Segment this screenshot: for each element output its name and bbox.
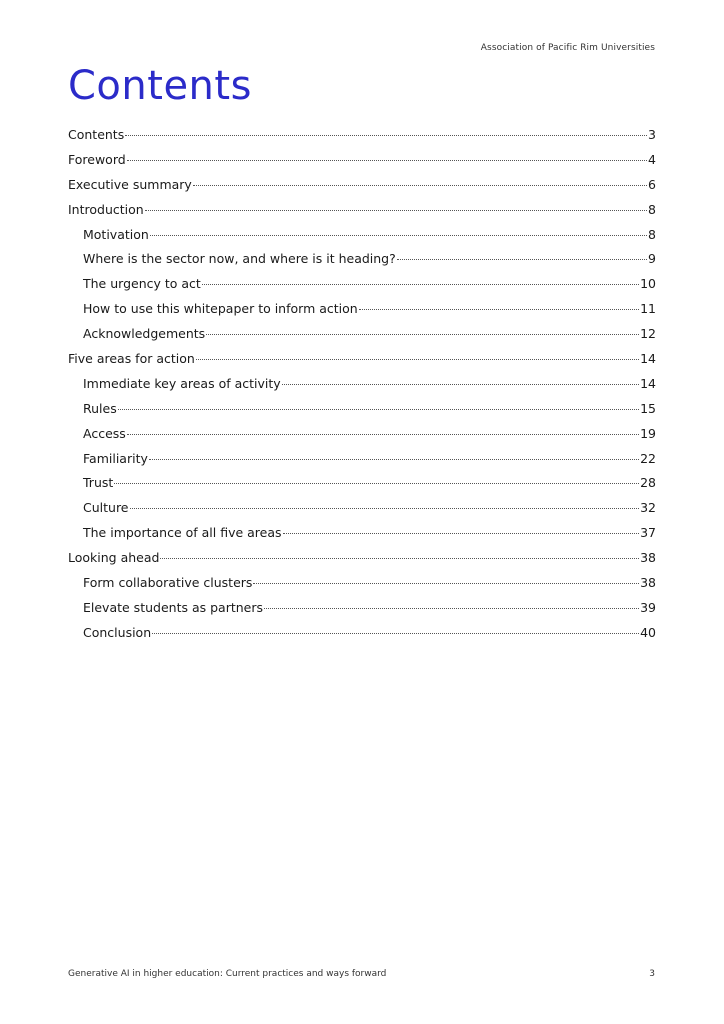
- toc-dot-leader: [150, 235, 647, 236]
- toc-dot-leader: [264, 608, 639, 609]
- toc-entry-page: 14: [640, 351, 656, 367]
- toc-entry-label: How to use this whitepaper to inform action: [83, 301, 358, 317]
- toc-entry-page: 28: [640, 475, 656, 491]
- toc-entry-page: 8: [648, 226, 656, 242]
- toc-entry-page: 38: [640, 550, 656, 566]
- toc-dot-leader: [160, 558, 639, 559]
- toc-entry-page: 40: [640, 624, 656, 640]
- toc-entry-page: 10: [640, 276, 656, 292]
- toc-entry-label: Where is the sector now, and where is it heading?: [83, 251, 396, 267]
- toc-entry[interactable]: [68, 625, 656, 650]
- toc-entry-label: Introduction: [68, 201, 144, 217]
- toc-dot-leader: [193, 185, 647, 186]
- toc-entry[interactable]: [68, 276, 656, 301]
- toc-entry-label: Trust: [83, 475, 114, 491]
- footer-page-number: 3: [649, 969, 655, 979]
- toc-entry[interactable]: [68, 202, 656, 227]
- toc-entry-page: 8: [648, 201, 656, 217]
- toc-entry[interactable]: [68, 451, 656, 476]
- running-header: Association of Pacific Rim Universities: [480, 43, 655, 53]
- table-of-contents: [68, 127, 656, 650]
- toc-dot-leader: [253, 583, 639, 584]
- toc-entry-label: Conclusion: [83, 624, 152, 640]
- toc-dot-leader: [145, 210, 647, 211]
- toc-entry-page: 14: [640, 375, 656, 391]
- toc-entry-page: 4: [648, 151, 656, 167]
- toc-dot-leader: [118, 409, 639, 410]
- toc-entry-label: Looking ahead: [68, 550, 160, 566]
- toc-entry-label: Familiarity: [83, 450, 148, 466]
- toc-entry-label: Five areas for action: [68, 351, 195, 367]
- toc-entry[interactable]: [68, 426, 656, 451]
- toc-entry-page: 38: [640, 575, 656, 591]
- toc-entry-label: Immediate key areas of activity: [83, 375, 281, 391]
- toc-entry-page: 15: [640, 400, 656, 416]
- toc-entry-label: Form collaborative clusters: [83, 575, 253, 591]
- toc-entry[interactable]: [68, 351, 656, 376]
- toc-dot-leader: [127, 160, 647, 161]
- toc-entry-label: Contents: [68, 127, 125, 142]
- toc-entry-label: Culture: [83, 500, 129, 516]
- toc-dot-leader: [206, 334, 639, 335]
- toc-dot-leader: [196, 359, 639, 360]
- toc-entry[interactable]: [68, 326, 656, 351]
- toc-entry[interactable]: [68, 376, 656, 401]
- toc-dot-leader: [202, 284, 639, 285]
- toc-dot-leader: [359, 309, 639, 310]
- toc-entry-label: Elevate students as partners: [83, 599, 263, 615]
- toc-entry-page: 22: [640, 450, 656, 466]
- toc-dot-leader: [114, 483, 639, 484]
- toc-entry[interactable]: [68, 251, 656, 276]
- toc-entry[interactable]: [68, 227, 656, 252]
- toc-dot-leader: [127, 434, 639, 435]
- page-title: Contents: [68, 63, 252, 109]
- toc-dot-leader: [125, 135, 647, 136]
- toc-entry-label: Motivation: [83, 226, 149, 242]
- toc-dot-leader: [397, 259, 647, 260]
- toc-entry[interactable]: [68, 475, 656, 500]
- toc-entry[interactable]: [68, 177, 656, 202]
- toc-entry-label: Rules: [83, 400, 117, 416]
- toc-entry[interactable]: [68, 500, 656, 525]
- toc-entry-page: 32: [640, 500, 656, 516]
- toc-entry-label: The urgency to act: [83, 276, 201, 292]
- toc-dot-leader: [130, 508, 640, 509]
- toc-entry-page: 11: [640, 301, 656, 317]
- toc-entry-page: 3: [648, 127, 656, 142]
- toc-entry-page: 19: [640, 425, 656, 441]
- toc-entry[interactable]: [68, 127, 656, 152]
- toc-entry-page: 39: [640, 599, 656, 615]
- toc-entry-label: Acknowledgements: [83, 326, 206, 342]
- toc-entry-page: 12: [640, 326, 656, 342]
- toc-entry-label: Foreword: [68, 151, 126, 167]
- toc-dot-leader: [283, 533, 640, 534]
- toc-entry-label: Executive summary: [68, 176, 192, 192]
- footer-title: Generative AI in higher education: Current practices and ways forward: [68, 969, 387, 979]
- toc-entry[interactable]: [68, 301, 656, 326]
- toc-entry-page: 9: [648, 251, 656, 267]
- toc-entry-page: 6: [648, 176, 656, 192]
- toc-entry[interactable]: [68, 401, 656, 426]
- toc-entry[interactable]: [68, 575, 656, 600]
- toc-dot-leader: [282, 384, 639, 385]
- toc-entry-label: Access: [83, 425, 126, 441]
- toc-entry-page: 37: [640, 525, 656, 541]
- toc-dot-leader: [152, 633, 639, 634]
- toc-entry[interactable]: [68, 600, 656, 625]
- toc-entry-label: The importance of all five areas: [83, 525, 282, 541]
- toc-entry[interactable]: [68, 525, 656, 550]
- toc-entry[interactable]: [68, 550, 656, 575]
- toc-entry[interactable]: [68, 152, 656, 177]
- toc-dot-leader: [149, 459, 639, 460]
